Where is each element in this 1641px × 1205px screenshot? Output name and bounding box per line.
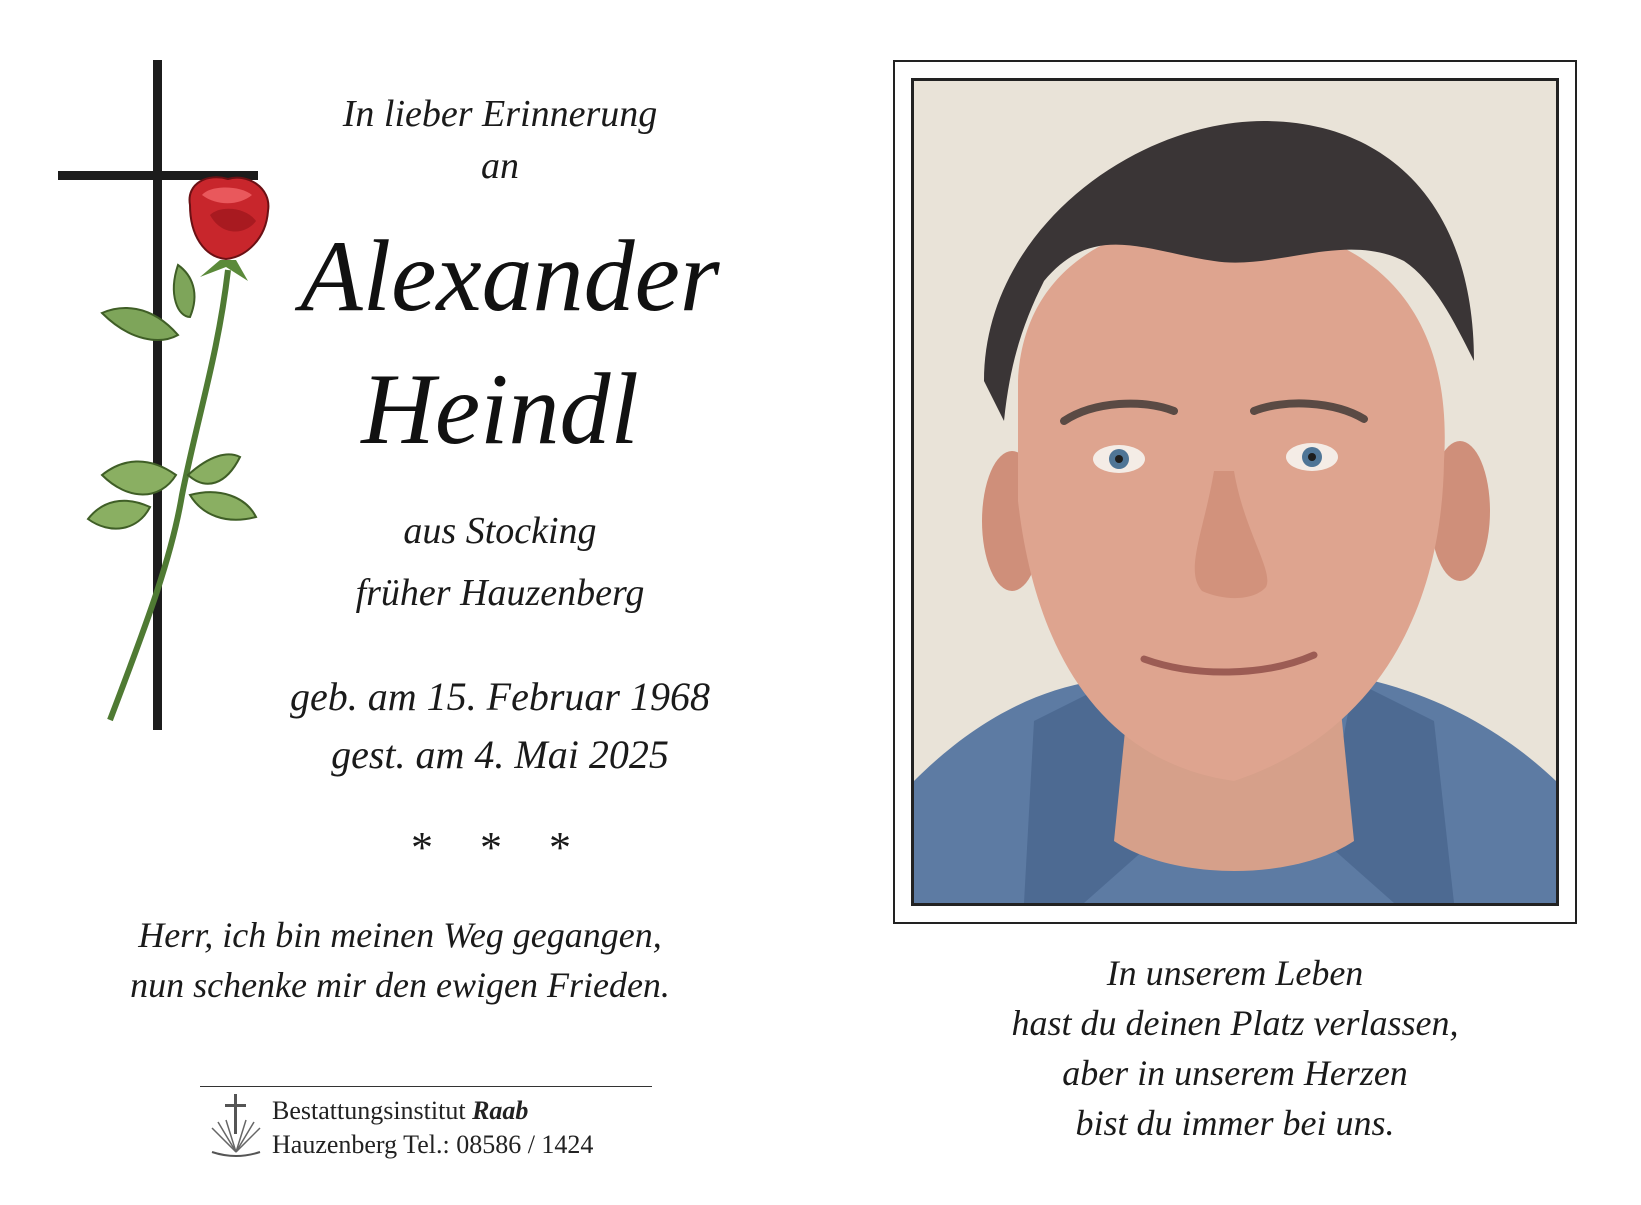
portrait-illustration <box>914 81 1556 903</box>
portrait-photo <box>911 78 1559 906</box>
intro-text <box>260 88 740 192</box>
intro-line-1: In lieber Erinnerung <box>342 93 658 135</box>
quote-line-3: aber in unserem Herzen <box>1062 1053 1408 1093</box>
funeral-home-prefix: Bestattungsinstitut <box>272 1096 466 1125</box>
prayer-text <box>60 910 740 1010</box>
origin-line-1: aus Stocking <box>403 510 597 552</box>
quote-line-4: bist du immer bei uns. <box>1075 1103 1395 1143</box>
quote-line-2: hast du deinen Platz verlassen, <box>1011 1003 1459 1043</box>
origin-line-2: früher Hauzenberg <box>355 572 645 614</box>
deceased-first-name: Alexander <box>300 220 720 333</box>
funeral-home-line-1 <box>272 1094 593 1128</box>
funeral-home-info <box>272 1094 593 1162</box>
intro-line-2: an <box>481 145 519 187</box>
funeral-home-name: Raab <box>472 1096 529 1125</box>
funeral-home-contact: Hauzenberg Tel.: 08586 / 1424 <box>272 1130 594 1159</box>
deceased-last-name: Heindl <box>361 353 639 466</box>
footer-divider <box>200 1086 652 1087</box>
origin-text <box>260 500 740 624</box>
prayer-line-2: nun schenke mir den ewigen Frieden. <box>130 965 670 1005</box>
separator-stars: * * * <box>411 823 589 872</box>
portrait-frame <box>893 60 1577 924</box>
memorial-quote <box>893 948 1577 1148</box>
quote-line-1: In unserem Leben <box>1106 953 1364 993</box>
life-dates <box>230 668 770 784</box>
prayer-line-1: Herr, ich bin meinen Weg gegangen, <box>138 915 662 955</box>
death-date: gest. am 4. Mai 2025 <box>331 732 669 777</box>
birth-date: geb. am 15. Februar 1968 <box>290 674 710 719</box>
funeral-home-logo-icon <box>208 1092 264 1162</box>
